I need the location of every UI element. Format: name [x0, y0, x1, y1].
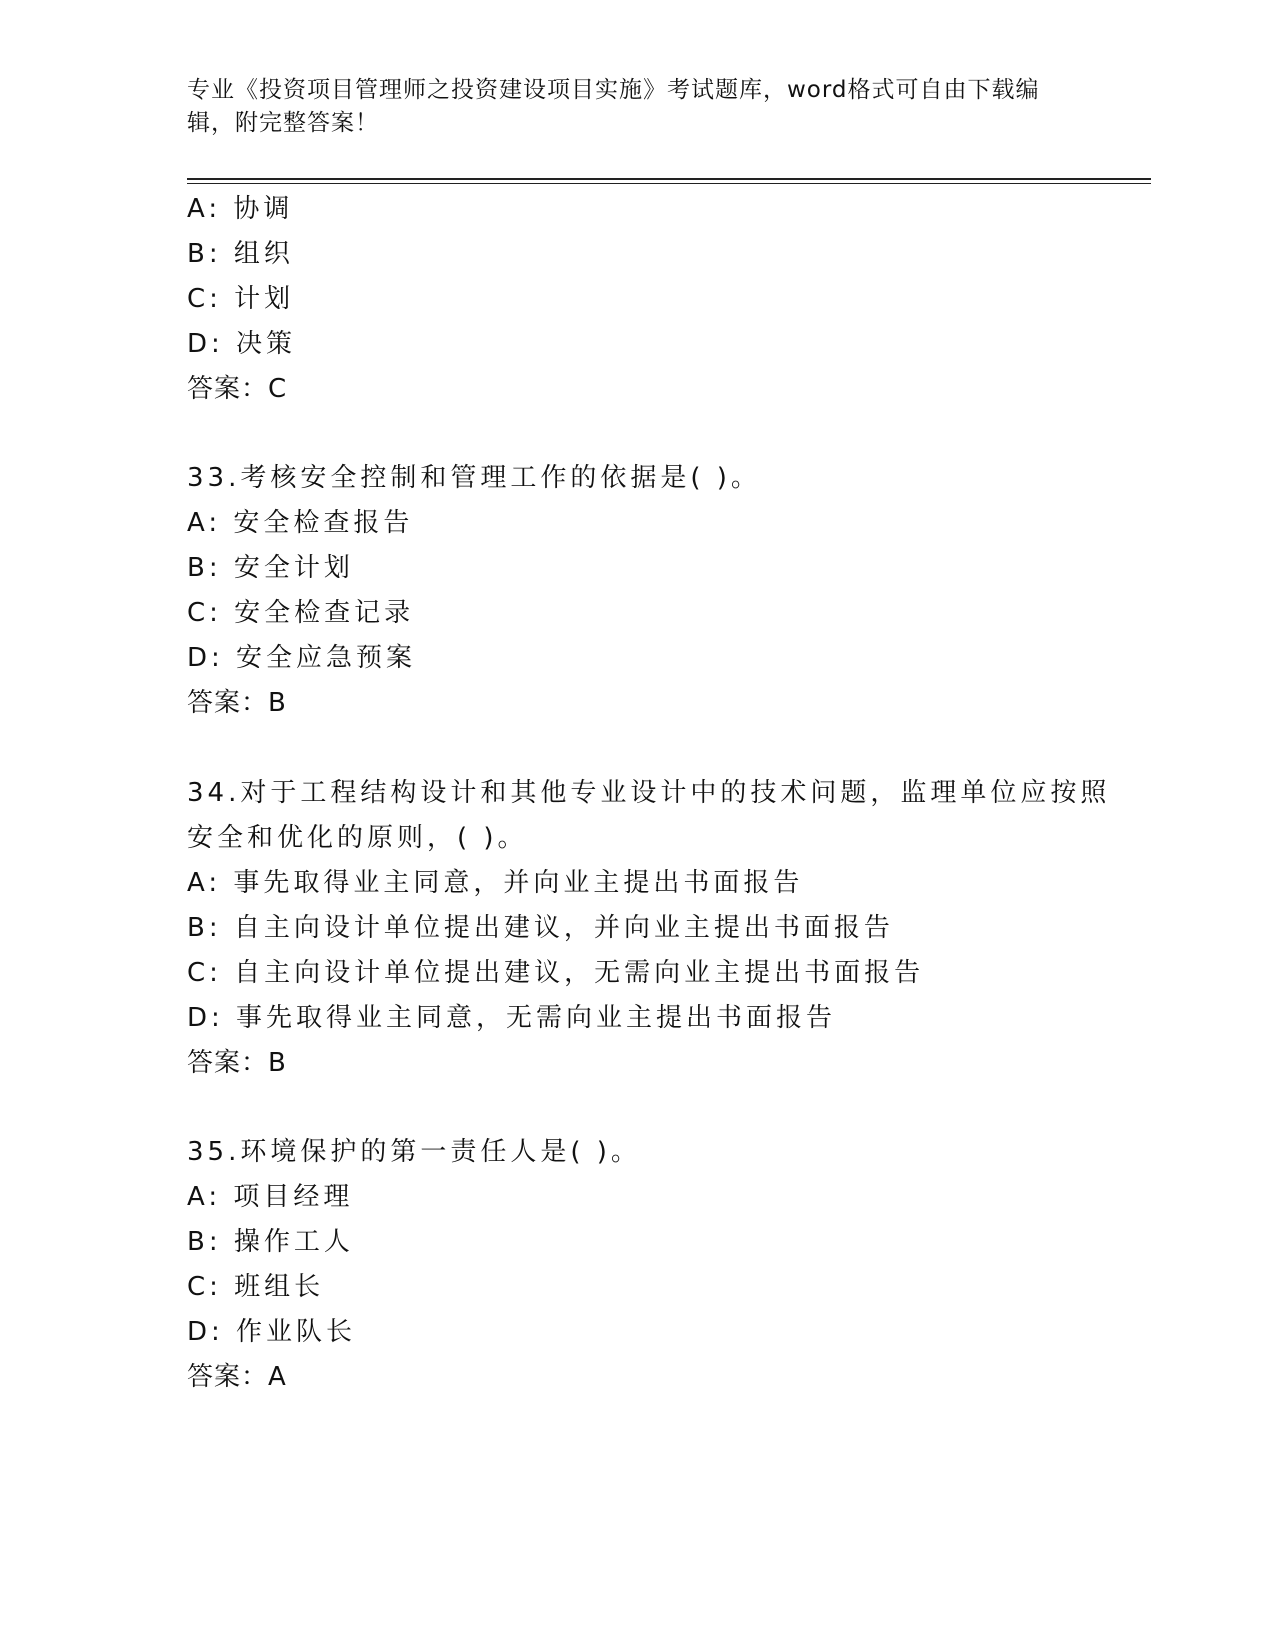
q33-question: 33.考核安全控制和管理工作的依据是( )。 [187, 463, 761, 493]
q34-option-d: D: 事先取得业主同意，无需向业主提出书面报告 [187, 1003, 837, 1033]
header-divider-thick [187, 178, 1151, 180]
q35-option-a: A: 项目经理 [187, 1182, 354, 1212]
q33-option-d: D: 安全应急预案 [187, 643, 417, 673]
q35-option-c: C: 班组长 [187, 1272, 325, 1302]
q35-option-d: D: 作业队长 [187, 1317, 357, 1347]
q34-option-c: C: 自主向设计单位提出建议，无需向业主提出书面报告 [187, 958, 925, 988]
q32-answer: 答案：C [187, 374, 288, 404]
header-line-1: 专业《投资项目管理师之投资建设项目实施》考试题库，word格式可自由下载编 [187, 77, 1040, 103]
q33-option-b: B: 安全计划 [187, 553, 354, 583]
q34-question-line-2: 安全和优化的原则，( )。 [187, 823, 528, 853]
header-divider-thin [187, 183, 1151, 184]
q34-answer: 答案：B [187, 1048, 287, 1078]
q35-question: 35.环境保护的第一责任人是( )。 [187, 1137, 641, 1167]
q32-option-d: D: 决策 [187, 329, 297, 359]
document-header [187, 74, 1067, 140]
q33-option-c: C: 安全检查记录 [187, 598, 415, 628]
q32-option-c: C: 计划 [187, 284, 295, 314]
q33-answer: 答案：B [187, 688, 287, 718]
q34-question-line-1: 34.对于工程结构设计和其他专业设计中的技术问题，监理单位应按照 [187, 778, 1111, 808]
q34-option-b: B: 自主向设计单位提出建议，并向业主提出书面报告 [187, 913, 894, 943]
q35-answer: 答案：A [187, 1362, 287, 1392]
q33-option-a: A: 安全检查报告 [187, 508, 414, 538]
q32-option-b: B: 组织 [187, 239, 294, 269]
header-line-2: 辑，附完整答案！ [187, 110, 379, 136]
q35-option-b: B: 操作工人 [187, 1227, 354, 1257]
q32-option-a: A: 协调 [187, 194, 294, 224]
q34-option-a: A: 事先取得业主同意，并向业主提出书面报告 [187, 868, 804, 898]
